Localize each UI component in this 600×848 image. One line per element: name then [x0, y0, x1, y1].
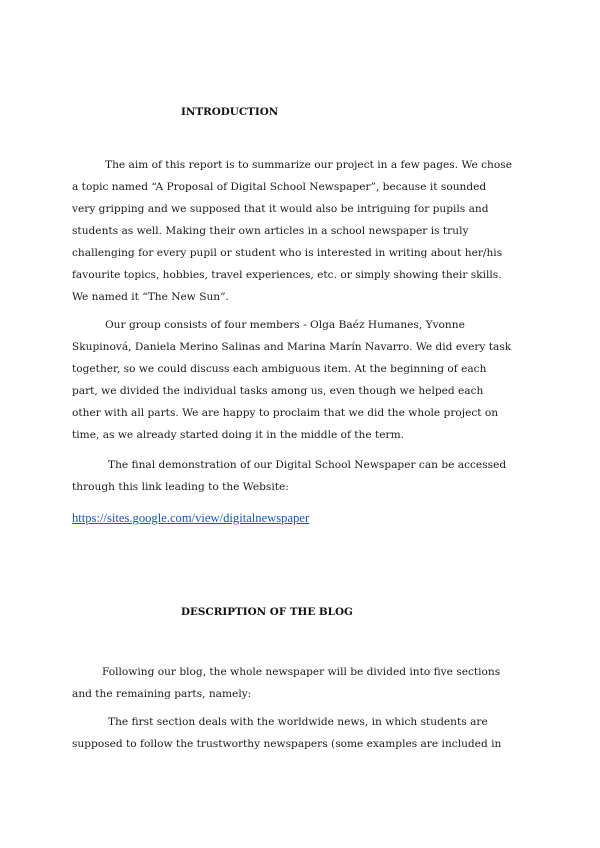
text-line: favourite topics, hobbies, travel experiences, etc. or simply showing their skills. — [72, 269, 502, 281]
intro-paragraph-aim — [72, 154, 524, 308]
text-line: a topic named “A Proposal of Digital School Newspaper”, because it sounded — [72, 181, 487, 193]
heading-description-of-the-blog: DESCRIPTION OF THE BLOG — [181, 606, 353, 618]
text-line: The first section deals with the worldwide news, in which students are — [108, 716, 488, 728]
text-line: The aim of this report is to summarize our project in a few pages. We chose — [105, 159, 512, 171]
heading-introduction: INTRODUCTION — [181, 106, 279, 118]
text-line: very gripping and we supposed that it would also be intriguing for pupils and — [72, 203, 489, 215]
text-line: We named it “The New Sun”. — [72, 291, 229, 303]
text-line: students as well. Making their own articles in a school newspaper is truly — [72, 225, 469, 237]
text-line: time, as we already started doing it in the middle of the term. — [72, 429, 404, 441]
text-line: and the remaining parts, namely: — [72, 688, 252, 700]
blog-paragraph-first-section — [72, 711, 524, 755]
intro-paragraph-demo — [72, 454, 524, 498]
text-line: challenging for every pupil or student who is interested in writing about her/his — [72, 247, 503, 259]
text-line: through this link leading to the Website: — [72, 481, 289, 493]
text-line: supposed to follow the trustworthy newspapers (some examples are included in — [72, 738, 502, 750]
text-line: together, so we could discuss each ambiguous item. At the beginning of each — [72, 363, 487, 375]
website-link[interactable]: https://sites.google.com/view/digitalnewspaper — [72, 511, 310, 525]
text-line: other with all parts. We are happy to proclaim that we did the whole project on — [72, 407, 499, 419]
text-line: Following our blog, the whole newspaper will be divided into five sections — [102, 666, 501, 678]
blog-paragraph-sections — [72, 661, 524, 705]
text-line: The final demonstration of our Digital School Newspaper can be accessed — [108, 459, 507, 471]
text-line: part, we divided the individual tasks among us, even though we helped each — [72, 385, 484, 397]
intro-paragraph-group — [72, 314, 524, 446]
text-line: Skupinová, Daniela Merino Salinas and Marina Marín Navarro. We did every task — [72, 341, 512, 353]
text-line: Our group consists of four members - Olga Baéz Humanes, Yvonne — [105, 319, 465, 331]
